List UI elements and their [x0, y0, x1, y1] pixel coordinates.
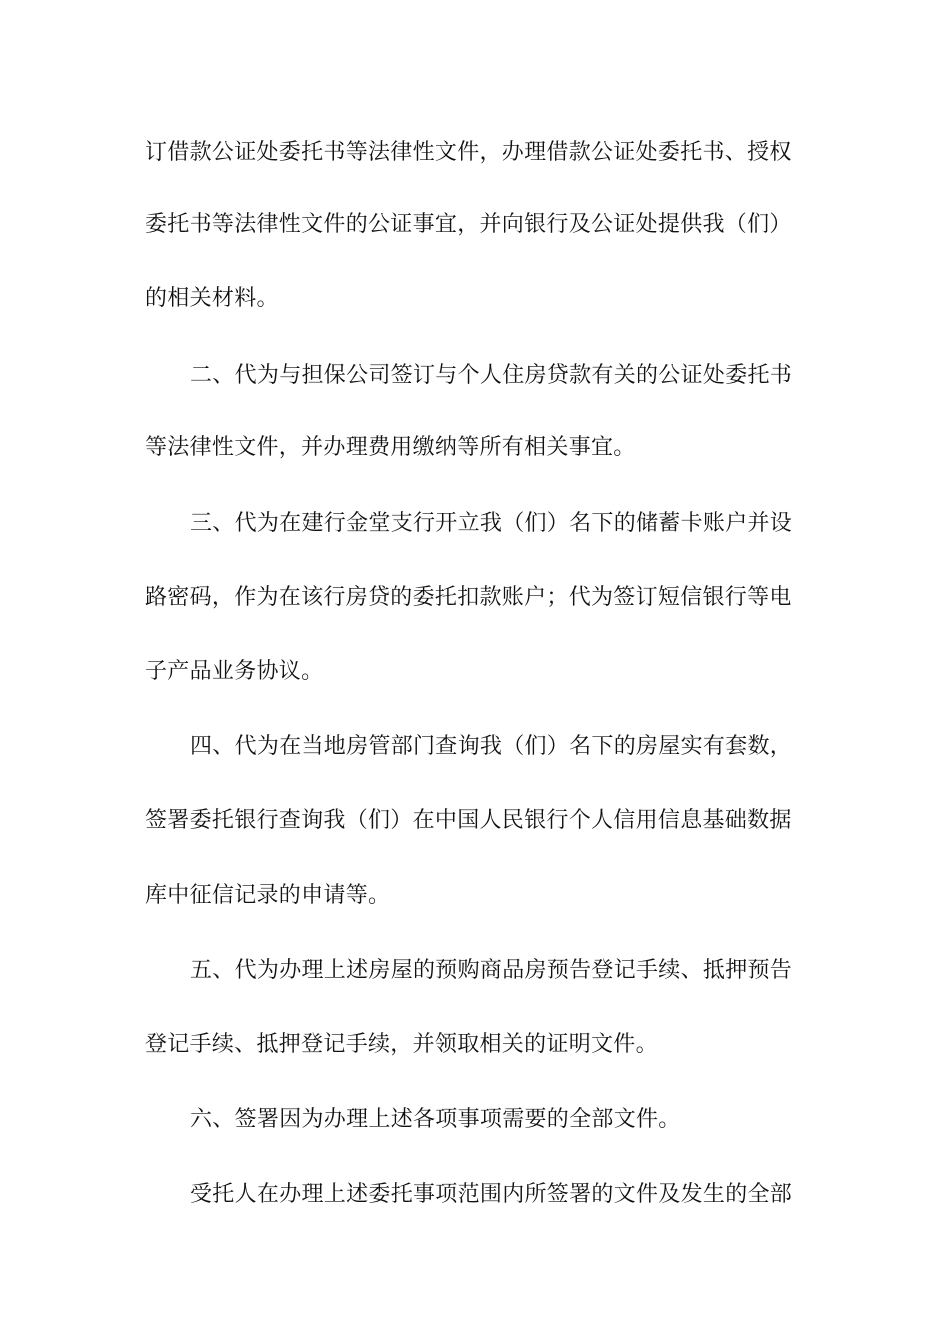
paragraph-6-line: 六、签署因为办理上述各项事项需要的全部文件。: [190, 1107, 681, 1132]
text-line: 登记手续、抵押登记手续，并领取相关的证明文件。: [145, 1032, 658, 1057]
text-line: 子产品业务协议。: [145, 659, 324, 684]
paragraph-3-line: 三、代为在建行金堂支行开立我（们）名下的储蓄卡账户并设: [190, 511, 793, 536]
paragraph-7-line: 受托人在办理上述委托事项范围内所签署的文件及发生的全部: [190, 1182, 793, 1207]
text-line: 订借款公证处委托书等法律性文件，办理借款公证处委托书、授权: [145, 140, 792, 165]
text-line: 委托书等法律性文件的公证事宜，并向银行及公证处提供我（们）: [145, 212, 792, 237]
text-line: 的相关材料。: [145, 286, 279, 311]
text-line: 库中征信记录的申请等。: [145, 883, 391, 908]
paragraph-2-line: 二、代为与担保公司签订与个人住房贷款有关的公证处委托书: [190, 363, 793, 388]
paragraph-5-line: 五、代为办理上述房屋的预购商品房预告登记手续、抵押预告: [190, 958, 793, 983]
paragraph-4-line: 四、代为在当地房管部门查询我（们）名下的房屋实有套数，: [190, 734, 793, 759]
text-line: 签署委托银行查询我（们）在中国人民银行个人信用信息基础数据: [145, 808, 792, 833]
text-line: 等法律性文件，并办理费用缴纳等所有相关事宜。: [145, 435, 636, 460]
text-line: 路密码，作为在该行房贷的委托扣款账户；代为签订短信银行等电: [145, 585, 792, 610]
